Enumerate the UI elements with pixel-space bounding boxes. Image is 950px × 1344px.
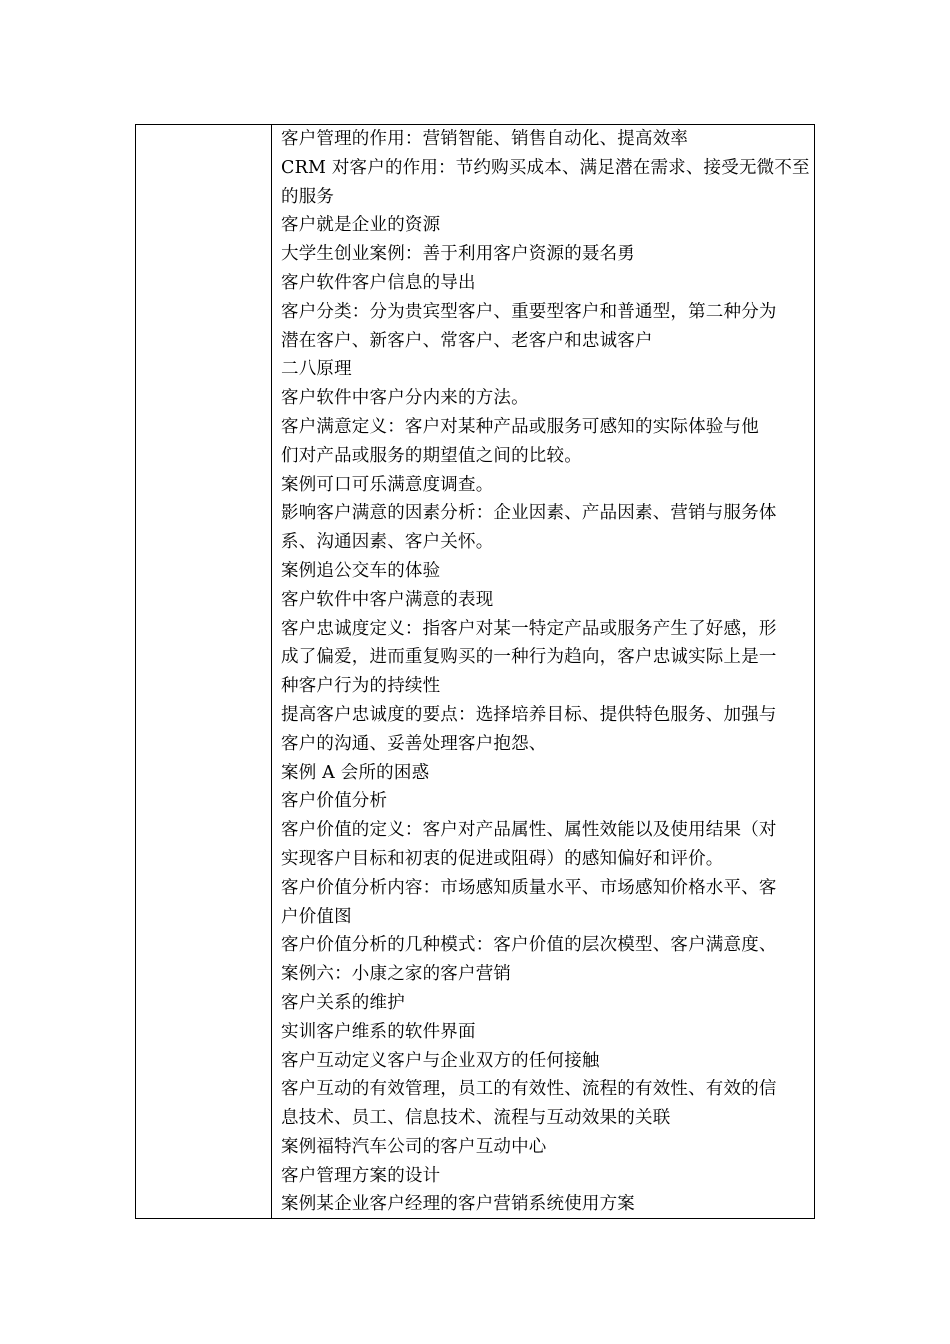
text-line: 客户软件中客户分内来的方法。	[281, 388, 529, 409]
text-line: 客户管理的作用：营销智能、销售自动化、提高效率	[281, 129, 689, 149]
text-line: 客户价值分析内容：市场感知质量水平、市场感知价格水平、客	[281, 877, 777, 898]
text-line: 提高客户忠诚度的要点：选择培养目标、提供特色服务、加强与	[281, 704, 777, 725]
text-line: 息技术、员工、信息技术、流程与互动效果的关联	[281, 1108, 671, 1129]
text-line: 们对产品或服务的期望值之间的比较。	[281, 445, 582, 466]
content-table	[135, 124, 815, 1219]
text-line: 客户软件中客户满意的表现	[281, 589, 494, 610]
text-line: 户价值图	[281, 906, 352, 927]
table-left-cell	[136, 125, 272, 1218]
text-line: 潜在客户、新客户、常客户、老客户和忠诚客户	[281, 330, 653, 351]
text-line: 案例可口可乐满意度调查。	[281, 474, 494, 495]
text-line: 案例某企业客户经理的客户营销系统使用方案	[281, 1194, 635, 1215]
text-line: 案例福特汽车公司的客户互动中心	[281, 1136, 547, 1157]
text-line: 客户关系的维护	[281, 992, 405, 1013]
text-line: 客户价值分析	[281, 791, 388, 812]
text-line: 客户满意定义：客户对某种产品或服务可感知的实际体验与他	[281, 416, 759, 437]
text-line: 客户管理方案的设计	[281, 1165, 441, 1186]
text-line: 案例 A 会所的困惑	[281, 762, 430, 783]
text-line: 客户互动定义客户与企业双方的任何接触	[281, 1050, 600, 1071]
text-line: 成了偏爱，进而重复购买的一种行为趋向，客户忠诚实际上是一	[281, 647, 777, 668]
text-line: 影响客户满意的因素分析：企业因素、产品因素、营销与服务体	[281, 503, 777, 524]
text-line: 系、沟通因素、客户关怀。	[281, 532, 494, 553]
text-line: 的服务	[281, 186, 335, 207]
text-line: 实训客户维系的软件界面	[281, 1021, 476, 1042]
text-line: 二八原理	[281, 359, 352, 380]
text-line: 大学生创业案例：善于利用客户资源的聂名勇	[281, 244, 635, 265]
text-line: 客户分类：分为贵宾型客户、重要型客户和普通型，第二种分为	[281, 301, 777, 322]
text-line: CRM 对客户的作用：节约购买成本、满足潜在需求、接受无微不至	[281, 157, 810, 178]
text-line: 案例六：小康之家的客户营销	[281, 964, 512, 985]
text-line: 种客户行为的持续性	[281, 676, 441, 697]
text-line: 客户忠诚度定义：指客户对某一特定产品或服务产生了好感，形	[281, 618, 777, 639]
text-line: 客户互动的有效管理，员工的有效性、流程的有效性、有效的信	[281, 1079, 777, 1100]
text-line: 客户价值的定义：客户对产品属性、属性效能以及使用结果（对	[281, 820, 777, 841]
table-right-cell	[272, 125, 814, 1218]
text-line: 实现客户目标和初衷的促进或阻碍）的感知偏好和评价。	[281, 848, 724, 869]
text-line: 客户价值分析的几种模式：客户价值的层次模型、客户满意度、	[281, 935, 777, 956]
text-line: 客户就是企业的资源	[281, 215, 441, 236]
text-line: 客户软件客户信息的导出	[281, 272, 476, 293]
text-line: 客户的沟通、妥善处理客户抱怨、	[281, 733, 547, 754]
text-line: 案例追公交车的体验	[281, 560, 441, 581]
